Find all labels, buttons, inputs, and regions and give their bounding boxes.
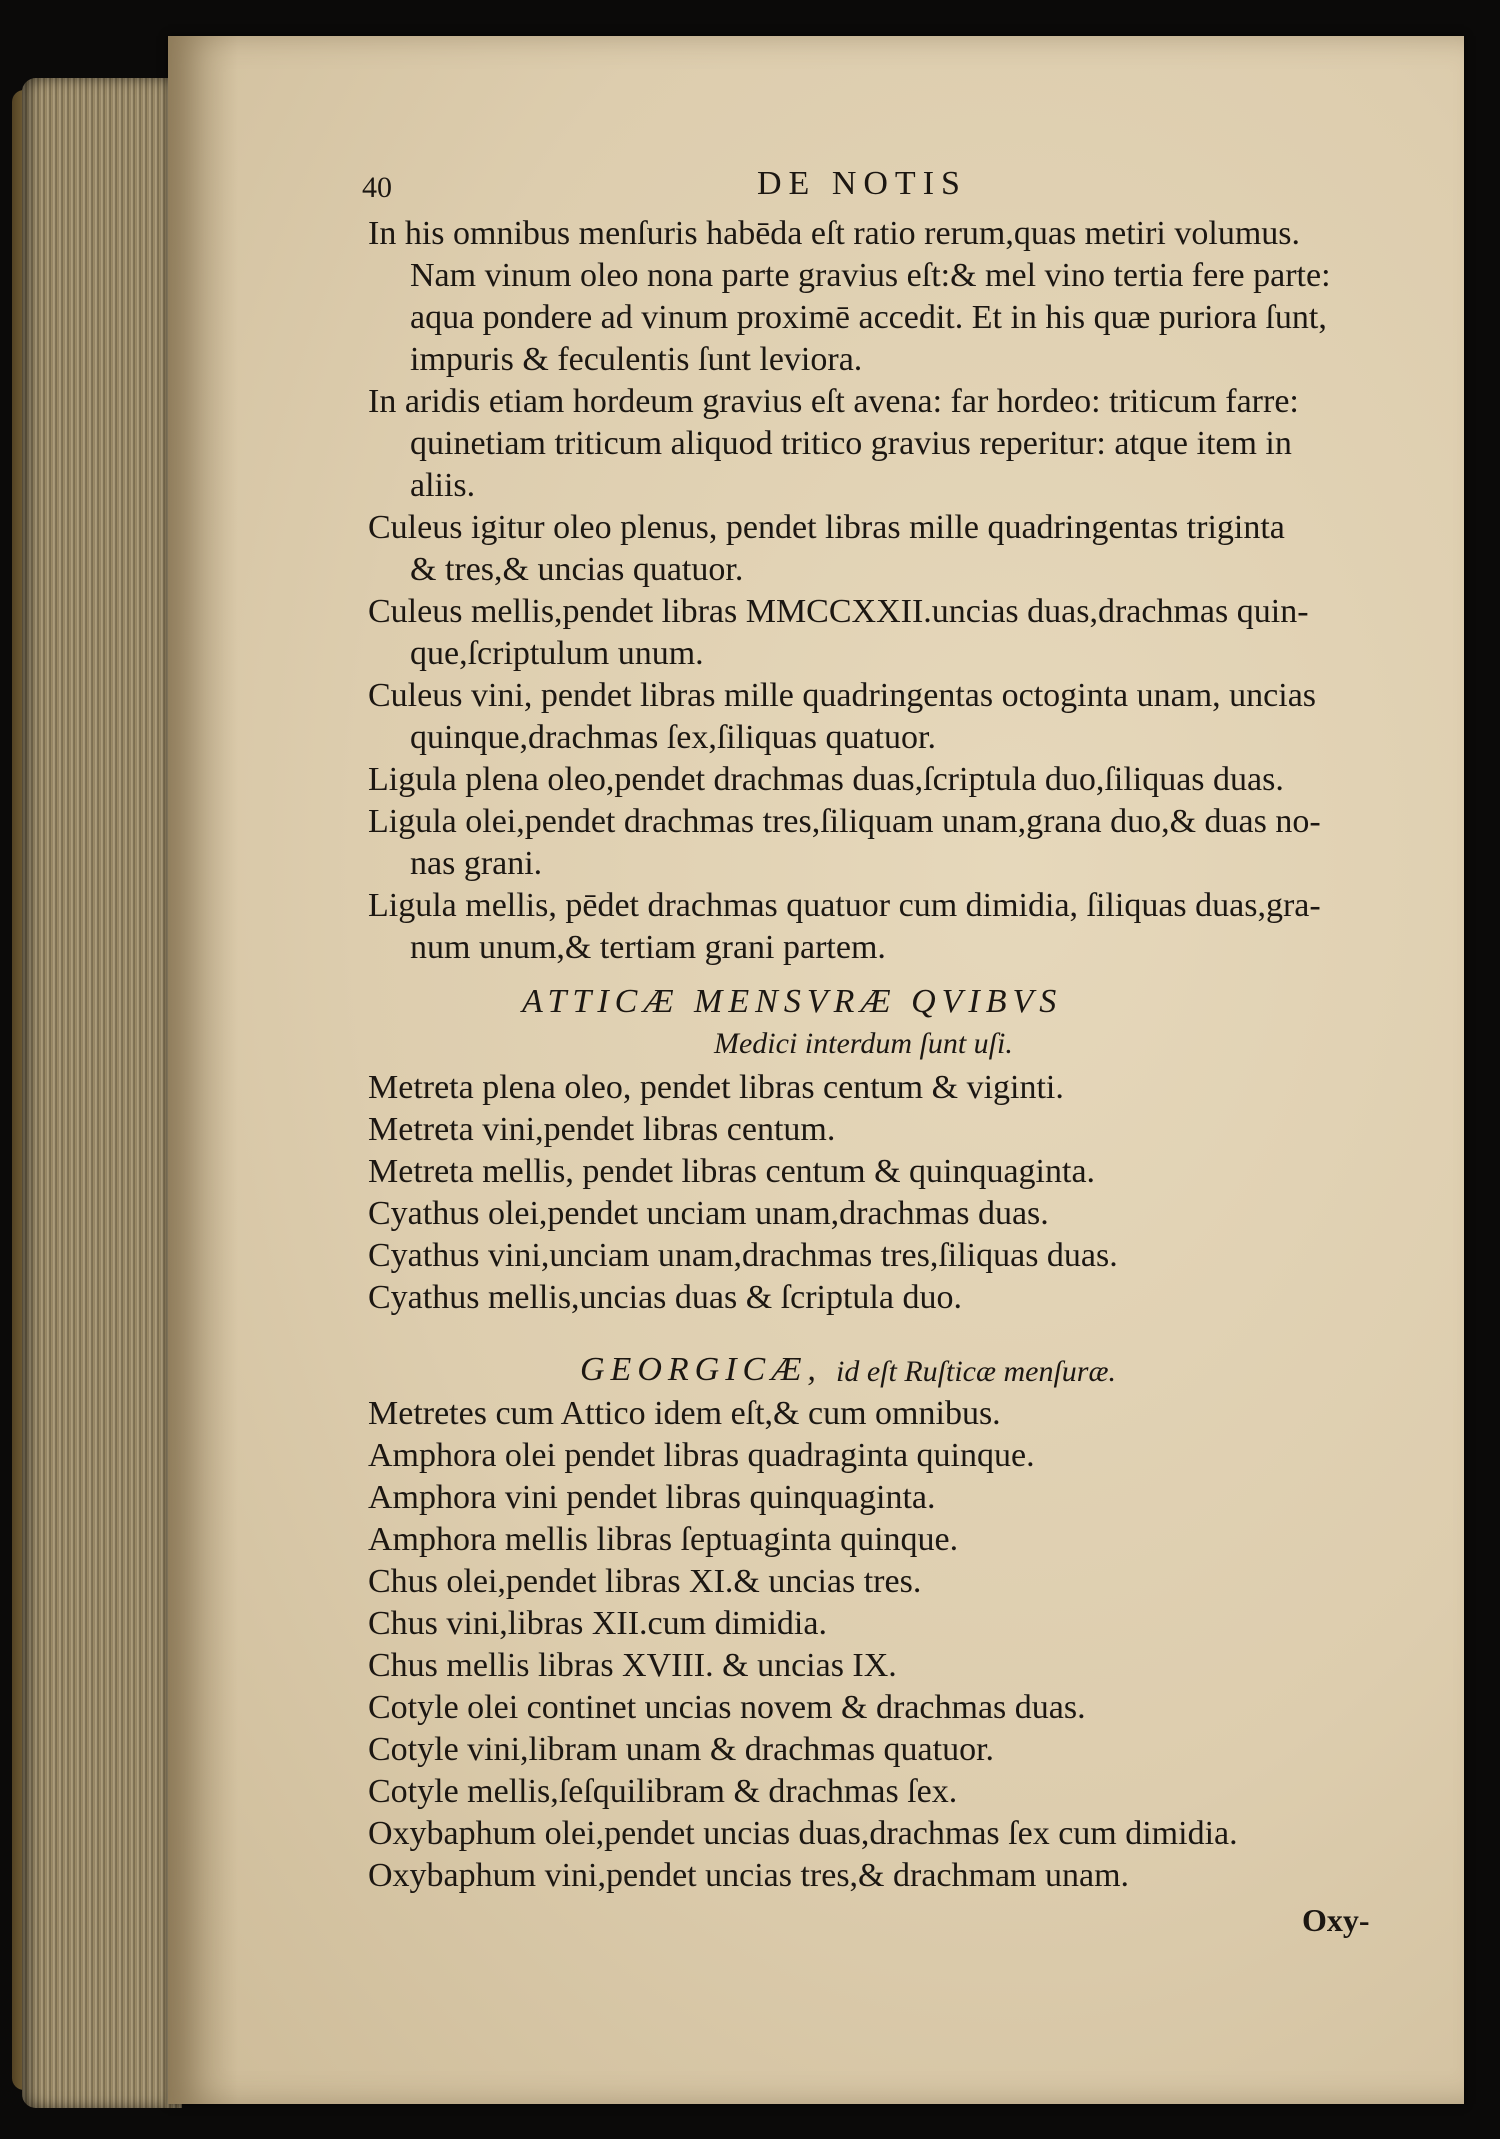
catchword: Oxy- [1302,1902,1370,1938]
text-line: Metreta vini,pendet libras centum. [368,1111,836,1148]
text-line: Oxybaphum olei,pendet uncias duas,drachmas ſex cum dimidia. [368,1815,1238,1852]
running-title: DE NOTIS [757,165,967,202]
text-line: quinetiam triticum aliquod tritico gravius reperitur: atque item in [410,425,1292,462]
section-heading: GEORGICÆ, [580,1351,822,1388]
text-line: Nam vinum oleo nona parte gravius eſt:& mel vino tertia fere parte: [410,257,1331,294]
text-line: Culeus vini, pendet libras mille quadringentas octoginta unam, uncias [368,677,1317,714]
text-line: aliis. [410,467,476,504]
section-subheading: id eſt Ruſticæ menſuræ. [836,1355,1116,1388]
text-line: & tres,& uncias quatuor. [410,551,744,588]
text-line: Cyathus mellis,uncias duas & ſcriptula duo. [368,1279,962,1316]
section-heading: ATTICÆ MENSVRÆ QVIBVS [522,983,1063,1020]
text-line: Amphora olei pendet libras quadraginta quinque. [368,1437,1035,1474]
text-line: Culeus igitur oleo plenus, pendet libras mille quadringentas triginta [368,509,1285,546]
text-line: que,ſcriptulum unum. [410,635,704,672]
text-line: Ligula mellis, pēdet drachmas quatuor cum dimidia, ſiliquas duas,gra- [368,887,1321,924]
text-line: Cotyle olei continet uncias novem & drachmas duas. [368,1689,1086,1726]
text-line: Cotyle vini,libram unam & drachmas quatuor. [368,1731,995,1768]
page-edges [22,78,182,2108]
text-line: nas grani. [410,845,543,882]
text-line: Oxybaphum vini,pendet uncias tres,& drachmam unam. [368,1857,1130,1894]
text-line: Chus olei,pendet libras XI.& uncias tres. [368,1563,922,1600]
text-line: Culeus mellis,pendet libras MMCCXXII.uncias duas,drachmas quin- [368,593,1309,630]
text-line: Metreta plena oleo, pendet libras centum & viginti. [368,1069,1064,1106]
section-subheading: Medici interdum ſunt uſi. [714,1027,1013,1060]
text-line: In his omnibus menſuris habēda eſt ratio rerum,quas metiri volumus. [368,215,1300,252]
page-number: 40 [362,171,392,204]
text-line: Metreta mellis, pendet libras centum & quinquaginta. [368,1153,1096,1190]
text-line: aqua pondere ad vinum proximē accedit. Et in his quæ puriora ſunt, [410,299,1327,336]
text-line: Amphora mellis libras ſeptuaginta quinque. [368,1521,959,1558]
text-line: In aridis etiam hordeum gravius eſt avena: far hordeo: triticum farre: [368,383,1299,420]
text-line: Metretes cum Attico idem eſt,& cum omnibus. [368,1395,1001,1432]
text-line: Ligula olei,pendet drachmas tres,ſiliquam unam,grana duo,& duas no- [368,803,1321,840]
text-line: quinque,drachmas ſex,ſiliquas quatuor. [410,719,936,756]
text-line: Ligula plena oleo,pendet drachmas duas,ſcriptula duo,ſiliquas duas. [368,761,1284,798]
text-line: Cyathus vini,unciam unam,drachmas tres,ſiliquas duas. [368,1237,1118,1274]
text-line: Chus mellis libras XVIII. & uncias IX. [368,1647,897,1684]
text-line: Cyathus olei,pendet unciam unam,drachmas duas. [368,1195,1049,1232]
text-line: impuris & feculentis ſunt leviora. [410,341,863,378]
text-line: Amphora vini pendet libras quinquaginta. [368,1479,936,1516]
text-line: num unum,& tertiam grani partem. [410,929,886,966]
text-line: Cotyle mellis,ſeſquilibram & drachmas ſex. [368,1773,958,1810]
text-line: Chus vini,libras XII.cum dimidia. [368,1605,827,1642]
